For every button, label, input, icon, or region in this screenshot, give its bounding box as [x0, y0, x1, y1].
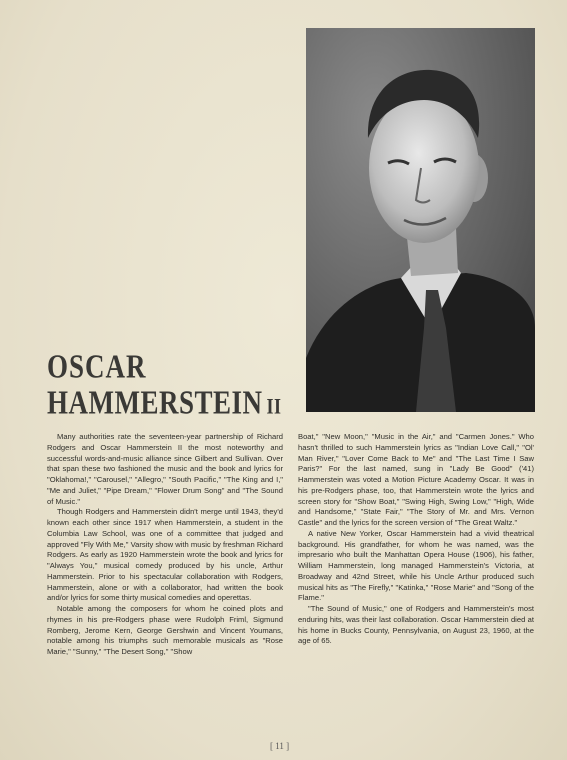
right-column [298, 432, 534, 647]
portrait-photo-icon [306, 28, 535, 412]
left-paragraph-2: Though Rodgers and Hammerstein didn't merge until 1943, they'd known each other since 1917 when Hammerstein, a student in the Columbia Law School, was one of a committee that judged and approved "Fly With Me," Varsity show with music by freshman Richard Rodgers. As early as 1920 Hammerstein wrote the book and lyrics for "Always You," musical comedy produced by his uncle, Arthur Hammerstein. Prior to his spectacular collaboration with Rodgers, Hammerstein, alone or with a collaborator, had written the book and/or lyrics for some thirty musical comedies and operettas. [47, 507, 283, 603]
page-number: [ 11 ] [270, 741, 290, 751]
page-title [47, 347, 282, 421]
title-last-name [47, 383, 282, 421]
left-paragraph-3: Notable among the composers for whom he coined plots and rhymes in his pre-Rodgers phase were Rudolph Friml, Sigmund Romberg, Jerome Kern, George Gershwin and Vincent Youmans, notable among his triumphs such memorable musicals as "Rose Marie," "Sunny," "The Desert Song," "Show [47, 604, 283, 656]
portrait-photo [306, 28, 535, 412]
title-first-name: OSCAR [47, 347, 147, 385]
title-surname: HAMMERSTEIN [47, 383, 263, 421]
left-paragraph-1: Many authorities rate the seventeen-year partnership of Richard Rodgers and Oscar Hammerstein II the most noteworthy and successful words-and-music alliance since Gilbert and Sullivan. Over that span these two fashioned the music and the book and lyrics for "Oklahoma!," "Carousel," "Allegro," "South Pacific," "The King and I," "Me and Juliet," "Pipe Dream," "Flower Drum Song" and "The Sound of Music." [47, 432, 283, 506]
right-paragraph-1: Boat," "New Moon," "Music in the Air," and "Carmen Jones." Who hasn't thrilled to such Hammerstein lyrics as "Indian Love Call," "Ol' Man River," "Lover Come Back to Me" and "The Last Time I Saw Paris?" For the last named, sung in "Lady Be Good" ('41) Hammerstein was voted a Motion Picture Academy Oscar. It was in his pre-Rodgers phase, too, that Hammerstein wrote the lyrics and screen story for "Show Boat," "Swing High, Swing Low," "High, Wide and Handsome," "State Fair," "The Story of Mr. and Mrs. Vernon Castle" and the lyrics for the screen version of "The Great Waltz." [298, 432, 534, 527]
left-column [47, 432, 283, 658]
title-suffix: II [266, 393, 282, 419]
right-paragraph-3: "The Sound of Music," one of Rodgers and Hammerstein's most enduring hits, was their last collaboration. Oscar Hammerstein died at his home in Bucks County, Pennsylvania, on August 23, 1960, at the age of 65. [298, 604, 534, 646]
right-paragraph-2: A native New Yorker, Oscar Hammerstein had a vivid theatrical background. His grandfather, for whom he was named, was the impresario who built the Manhattan Opera House (1906), his father, William Hammerstein, long managed Hammerstein's Victoria, at Broadway and 42nd Street, while his Uncle Arthur produced such musical hits as "The Firefly," "Katinka," "Rose Marie" and "Song of the Flame." [298, 528, 534, 603]
